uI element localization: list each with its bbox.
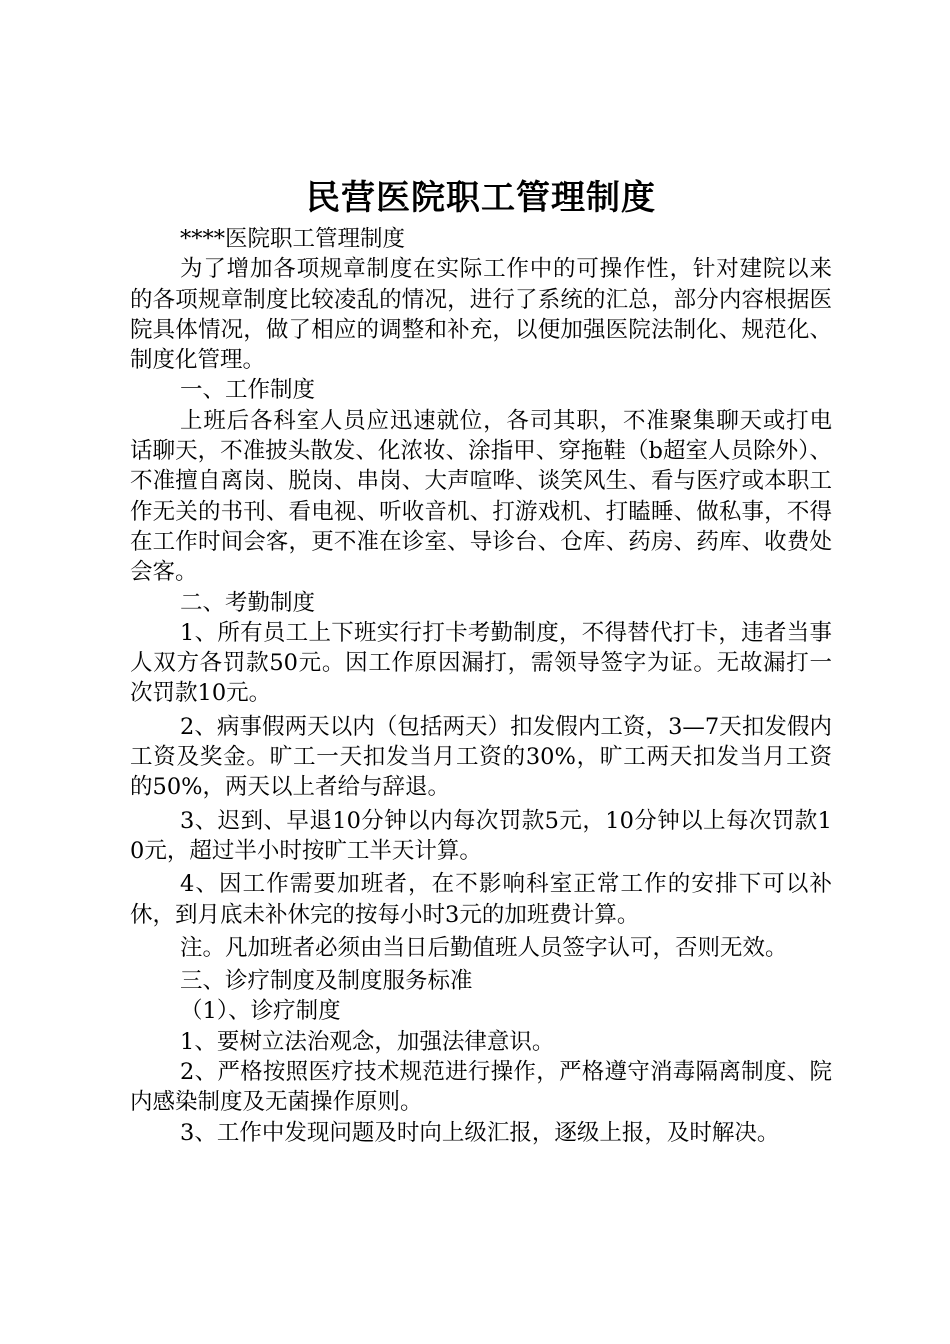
document-page <box>130 178 832 1148</box>
section-heading-attendance: 二、考勤制度 <box>180 589 316 616</box>
paragraph-hospital-name: ****医院职工管理制度 <box>180 226 406 252</box>
paragraph-attendance-4: 4、因工作需要加班者，在不影响科室正常工作的安排下可以补休，到月底未补休完的按每小时3元的加班费计算。 <box>130 871 832 928</box>
paragraph-diagnosis-2: 2、严格按照医疗技术规范进行操作，严格遵守消毒隔离制度、院内感染制度及无菌操作原则。 <box>130 1059 832 1116</box>
paragraph-attendance-note: 注。凡加班者必须由当日后勤值班人员签字认可，否则无效。 <box>180 934 788 961</box>
subsection-heading-diagnosis-rules: （1）、诊疗制度 <box>180 998 341 1025</box>
section-heading-work-rules: 一、工作制度 <box>180 377 316 404</box>
paragraph-intro: 为了增加各项规章制度在实际工作中的可操作性，针对建院以来的各项规章制度比较凌乱的情况，进行了系统的汇总，部分内容根据医院具体情况，做了相应的调整和补充，以便加强医院法制化、规范化、制度化管理。 <box>130 256 832 374</box>
section-heading-diagnosis: 三、诊疗制度及制度服务标准 <box>180 968 473 995</box>
paragraph-attendance-2: 2、病事假两天以内（包括两天）扣发假内工资，3—7天扣发假内工资及奖金。旷工一天扣发当月工资的30%，旷工两天扣发当月工资的50%，两天以上者给与辞退。 <box>130 713 832 801</box>
paragraph-diagnosis-3: 3、工作中发现问题及时向上级汇报，逐级上报，及时解决。 <box>180 1119 780 1146</box>
document-title: 民营医院职工管理制度 <box>306 178 656 218</box>
paragraph-attendance-1: 1、所有员工上下班实行打卡考勤制度，不得替代打卡，违者当事人双方各罚款50元。因工作原因漏打，需领导签字为证。无故漏打一次罚款10元。 <box>130 619 832 707</box>
paragraph-diagnosis-1: 1、要树立法治观念，加强法律意识。 <box>180 1028 555 1055</box>
paragraph-attendance-3: 3、迟到、早退10分钟以内每次罚款5元，10分钟以上每次罚款10元，超过半小时按旷工半天计算。 <box>130 807 832 864</box>
paragraph-work-rules: 上班后各科室人员应迅速就位，各司其职，不准聚集聊天或打电话聊天，不准披头散发、化浓妆、涂指甲、穿拖鞋（b超室人员除外）、不准擅自离岗、脱岗、串岗、大声喧哗、谈笑风生、看与医疗或本职工作无关的书刊、看电视、听收音机、打游戏机、打瞌睡、做私事，不得在工作时间会客，更不准在诊室、导诊台、仓库、药房、药库、收费处会客。 <box>130 407 832 586</box>
